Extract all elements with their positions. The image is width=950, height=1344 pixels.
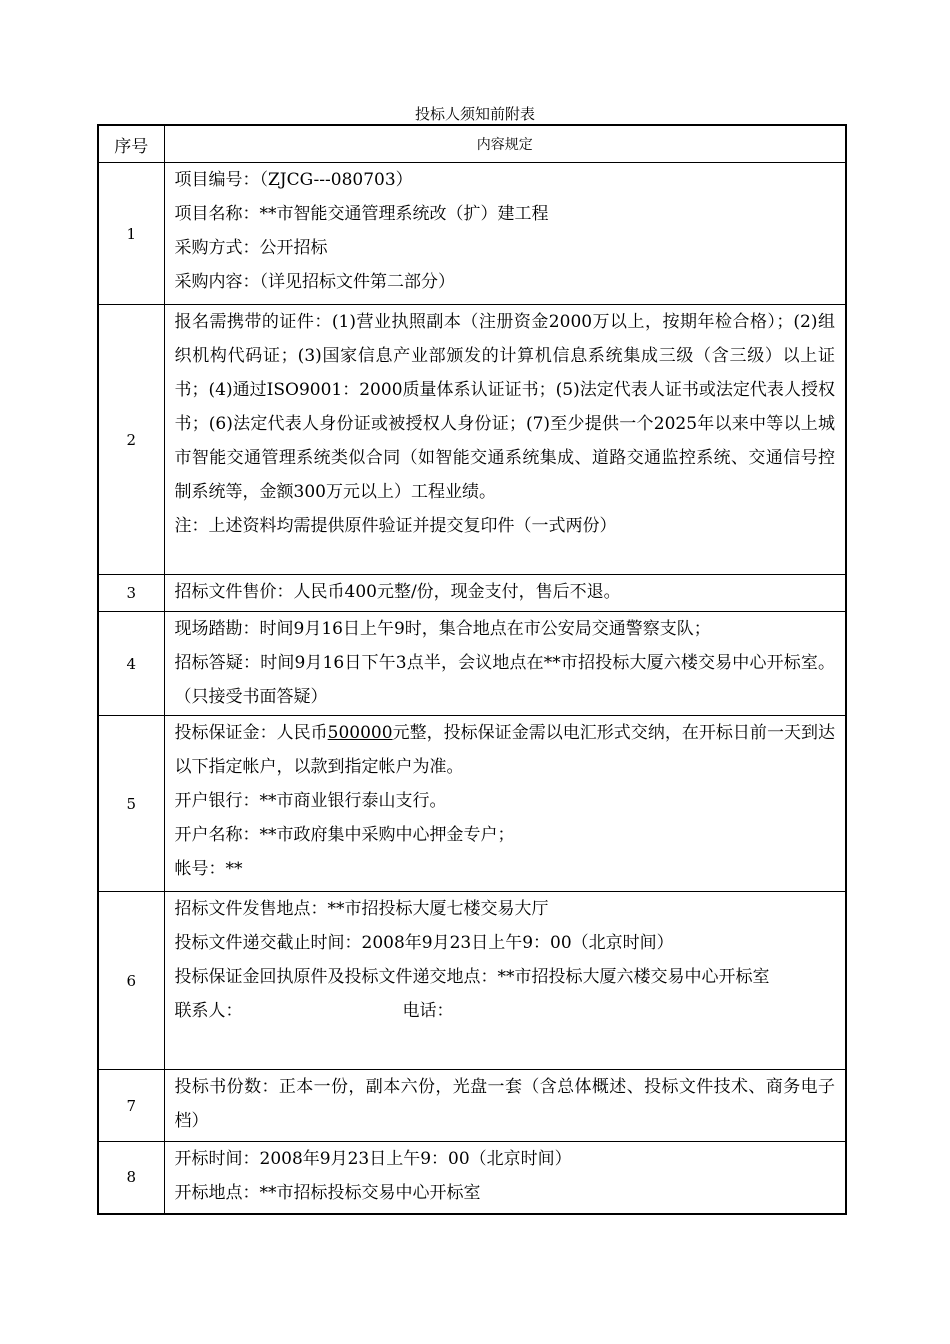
table-row (98, 1070, 846, 1142)
row-content (164, 716, 846, 892)
opening-location: 开标地点：**市招标投标交易中心开标室 (174, 1183, 481, 1203)
phone-label: 电话： (402, 1001, 454, 1021)
required-documents: 报名需携带的证件：(1)营业执照副本（注册资金2000万以上，按期年检合格）；(2)组织机构代码证；(3)国家信息产业部颁发的计算机信息系统集成三级（含三级）以上证书；(4)通过ISO9001：2000质量体系认证证书；(5)法定代表人证书或法定代表人授权书；(6)法定代表人身份证或被授权人身份证；(7)至少提供一个2025年以来中等以上城市智能交通管理系统类似合同（如智能交通系统集成、道路交通监控系统、交通信号控制系统等，金额300万元以上）工程业绩。 (174, 312, 835, 502)
row-content (164, 612, 846, 716)
notice-table (97, 124, 847, 1215)
row-number: 5 (98, 716, 164, 892)
submission-deadline: 投标文件递交截止时间：2008年9月23日上午9：00（北京时间） (174, 933, 674, 953)
row-number: 7 (98, 1070, 164, 1142)
document-sale-location: 招标文件发售地点：**市招投标大厦七楼交易大厅 (174, 899, 549, 919)
table-row (98, 612, 846, 716)
deposit-prefix: 投标保证金：人民币 (174, 723, 328, 743)
row-number: 1 (98, 163, 164, 305)
bid-qa: 招标答疑：时间9月16日下午3点半，会议地点在**市招投标大厦六楼交易中心开标室。（只接受书面答疑） (174, 653, 835, 707)
project-name: 项目名称：**市智能交通管理系统改（扩）建工程 (174, 204, 549, 224)
bid-deposit (175, 716, 836, 784)
documents-note: 注：上述资料均需提供原件验证并提交复印件（一式两份） (174, 516, 617, 536)
table-row (98, 305, 846, 575)
row-number: 2 (98, 305, 164, 575)
project-code: 项目编号：（ZJCG---080703） (174, 170, 413, 190)
bid-copies: 投标书份数：正本一份，副本六份，光盘一套（含总体概述、投标文件技术、商务电子档） (174, 1077, 835, 1131)
opening-time: 开标时间：2008年9月23日上午9：00（北京时间） (174, 1149, 572, 1169)
table-row (98, 892, 846, 1070)
account-number: 帐号：** (174, 859, 243, 879)
procurement-method: 采购方式：公开招标 (174, 238, 328, 258)
header-content: 内容规定 (164, 125, 846, 163)
row-content (164, 305, 846, 575)
row-number: 4 (98, 612, 164, 716)
header-no: 序号 (98, 125, 164, 163)
deposit-suffix: 元整，投标保证金需以电汇形式交纳，在开标日前一天到达以下指定帐户，以款到指定帐户为准。 (174, 723, 836, 777)
table-row (98, 575, 846, 612)
row-content (164, 575, 846, 612)
table-row (98, 1142, 846, 1214)
document-price: 招标文件售价：人民币400元整/份，现金支付，售后不退。 (174, 582, 621, 602)
table-header-row (98, 125, 846, 163)
row-content (164, 1142, 846, 1214)
deposit-amount: 500000 (327, 723, 393, 743)
bank-name: 开户银行：**市商业银行泰山支行。 (174, 791, 447, 811)
table-row (98, 716, 846, 892)
row-number: 6 (98, 892, 164, 1070)
contact-label: 联系人： (174, 1001, 243, 1021)
page-title: 投标人须知前附表 (414, 105, 535, 123)
row-number: 8 (98, 1142, 164, 1214)
row-content (164, 163, 846, 305)
procurement-content: 采购内容：（详见招标文件第二部分） (174, 272, 455, 292)
row-content (164, 892, 846, 1070)
site-visit: 现场踏勘：时间9月16日上午9时，集合地点在市公安局交通警察支队； (174, 619, 711, 639)
table-row (98, 163, 846, 305)
submission-location: 投标保证金回执原件及投标文件递交地点：**市招投标大厦六楼交易中心开标室 (174, 967, 770, 987)
row-content (164, 1070, 846, 1142)
contact-line (175, 994, 836, 1028)
account-name: 开户名称：**市政府集中采购中心押金专户； (174, 825, 515, 845)
row-number: 3 (98, 575, 164, 612)
